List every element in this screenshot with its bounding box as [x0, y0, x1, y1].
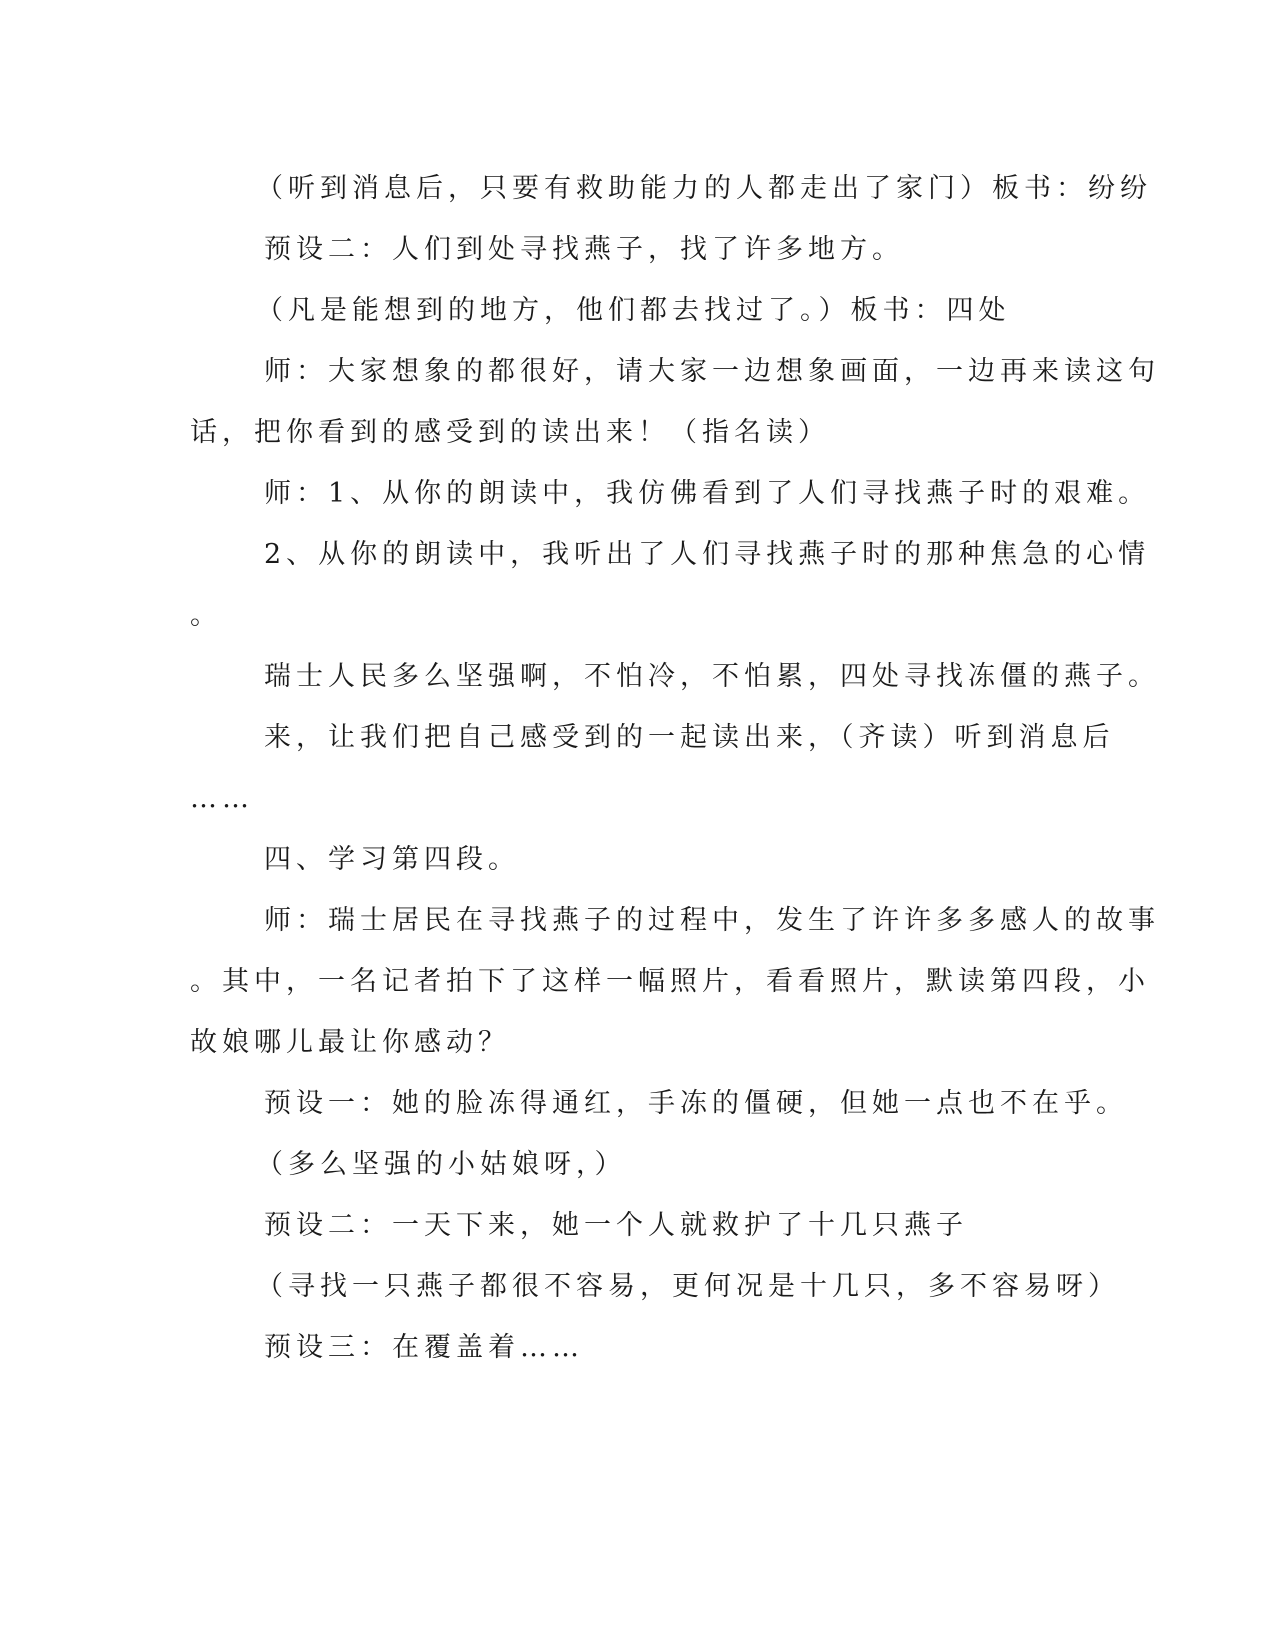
- text-line: ……: [190, 783, 254, 814]
- text-line: （凡是能想到的地方，他们都去找过了。）板书：四处: [256, 295, 1011, 326]
- text-line: 师：大家想象的都很好，请大家一边想象画面，一边再来读这句: [264, 356, 1160, 387]
- text-line: 2、从你的朗读中，我听出了人们寻找燕子时的那种焦急的心情: [264, 539, 1151, 570]
- body-text: [190, 158, 1160, 1378]
- text-line: 预设二：人们到处寻找燕子，找了许多地方。: [264, 234, 904, 265]
- text-line: （寻找一只燕子都很不容易，更何况是十几只，多不容易呀）: [256, 1271, 1120, 1302]
- text-line: 来，让我们把自己感受到的一起读出来，（齐读）听到消息后: [264, 722, 1115, 753]
- text-line: （多么坚强的小姑娘呀，）: [256, 1149, 627, 1180]
- text-line: 。: [190, 600, 222, 631]
- text-line: 话，把你看到的感受到的读出来！（指名读）: [190, 417, 830, 448]
- text-line: 。其中，一名记者拍下了这样一幅照片，看看照片，默读第四段，小: [190, 966, 1150, 997]
- text-line: 师：瑞士居民在寻找燕子的过程中，发生了许许多多感人的故事: [264, 905, 1160, 936]
- text-line: 故娘哪儿最让你感动？: [190, 1027, 510, 1058]
- text-line: 预设三：在覆盖着……: [264, 1332, 584, 1363]
- text-line: 预设一：她的脸冻得通红，手冻的僵硬，但她一点也不在乎。: [264, 1088, 1128, 1119]
- text-line: （听到消息后，只要有救助能力的人都走出了家门）板书：纷纷: [256, 173, 1152, 204]
- text-line: 预设二：一天下来，她一个人就救护了十几只燕子: [264, 1210, 968, 1241]
- text-line: 师：1、从你的朗读中，我仿佛看到了人们寻找燕子时的艰难。: [264, 478, 1151, 509]
- text-line: 瑞士人民多么坚强啊，不怕冷，不怕累，四处寻找冻僵的燕子。: [264, 661, 1160, 692]
- section-heading: 四、学习第四段。: [264, 844, 520, 875]
